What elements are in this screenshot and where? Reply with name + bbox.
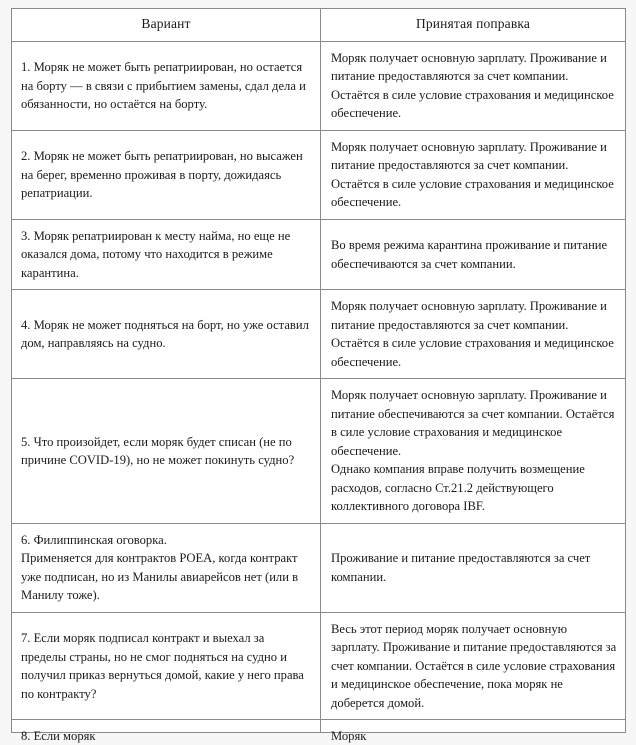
table-row xyxy=(12,41,626,130)
amendments-table xyxy=(11,8,626,743)
amendment-paragraph: Моряк получает основную зарплату. Проживание и питание обеспечиваются за счет компании. Остаётся в силе условие страхования и медицинское обеспечение. xyxy=(331,388,615,458)
table-row xyxy=(12,219,626,290)
table-body xyxy=(12,41,626,743)
cell-variant xyxy=(12,612,321,720)
table-header xyxy=(12,9,626,42)
table-row xyxy=(12,290,626,379)
clipped-text-wrapper xyxy=(21,727,312,743)
variant-paragraph: 2. Моряк не может быть репатриирован, но высажен на берег, временно проживая в порту, дожидаясь репатриации. xyxy=(21,149,303,201)
variant-paragraph: 8. Если моряк xyxy=(21,728,96,743)
cell-variant xyxy=(12,720,321,743)
variant-paragraph: 5. Что произойдет, если моряк будет списан (не по причине COVID-19), но не может покинуть судно? xyxy=(21,434,295,468)
variant-paragraph: Применяется для контрактов POEA, когда контракт уже подписан, но из Манилы авиарейсов нет (или в Манилу тоже). xyxy=(21,551,299,603)
cell-amendment xyxy=(321,720,626,743)
amendment-paragraph: Моряк получает основную зарплату. Проживание и питание предоставляются за счет компании. Остаётся в силе условие страхования и медицинское обеспечение. xyxy=(331,299,614,369)
variant-paragraph: 6. Филиппинская оговорка. xyxy=(21,532,167,547)
variant-paragraph: 1. Моряк не может быть репатриирован, но остается на борту — в связи с прибытием замены, сдал дела и обязанности, но остаётся на борту. xyxy=(21,60,306,112)
cell-amendment xyxy=(321,379,626,524)
variant-paragraph: 4. Моряк не может подняться на борт, но уже оставил дом, направляясь на судно. xyxy=(21,317,309,351)
column-header-amendment: Принятая поправка xyxy=(321,9,626,42)
table-header-row xyxy=(12,9,626,42)
table-row xyxy=(12,523,626,612)
variant-paragraph: 3. Моряк репатриирован к месту найма, но еще не оказался дома, потому что находится в режиме карантина. xyxy=(21,228,291,280)
cell-variant xyxy=(12,41,321,130)
amendment-paragraph: Моряк xyxy=(331,728,367,743)
clipped-text-wrapper xyxy=(331,727,617,743)
cell-amendment xyxy=(321,523,626,612)
amendment-paragraph: Весь этот период моряк получает основную зарплату. Проживание и питание предоставляются за счет компании. Остаётся в силе условие страхования и медицинское обеспечение, пока моряк не доберется домой. xyxy=(331,621,617,710)
variant-paragraph: 7. Если моряк подписал контракт и выехал за пределы страны, но не смог подняться на судно и получил приказ вернуться домой, какие у него права по контракту? xyxy=(21,631,304,701)
cell-variant xyxy=(12,219,321,290)
cell-variant xyxy=(12,523,321,612)
amendment-paragraph: Однако компания вправе получить возмещение расходов, согласно Ст.21.2 действующего коллективного договора IBF. xyxy=(331,462,585,514)
table-row xyxy=(12,720,626,733)
cell-amendment xyxy=(321,290,626,379)
amendment-paragraph: Проживание и питание предоставляются за счет компании. xyxy=(331,551,591,584)
amendment-paragraph: Во время режима карантина проживание и питание обеспечиваются за счет компании. xyxy=(331,238,608,271)
cell-variant xyxy=(12,290,321,379)
cell-variant xyxy=(12,130,321,219)
cell-amendment xyxy=(321,612,626,720)
cell-variant xyxy=(12,379,321,524)
cell-amendment xyxy=(321,130,626,219)
amendment-paragraph: Моряк получает основную зарплату. Проживание и питание предоставляются за счет компании. Остаётся в силе условие страхования и медицинское обеспечение. xyxy=(331,50,614,121)
table-row xyxy=(12,130,626,219)
column-header-variant: Вариант xyxy=(12,9,321,42)
table-row xyxy=(12,612,626,720)
amendment-paragraph: Моряк получает основную зарплату. Проживание и питание предоставляются за счет компании. Остаётся в силе условие страхования и медицинское обеспечение. xyxy=(331,139,614,210)
cell-amendment xyxy=(321,219,626,290)
cell-amendment xyxy=(321,41,626,130)
table-row xyxy=(12,379,626,524)
